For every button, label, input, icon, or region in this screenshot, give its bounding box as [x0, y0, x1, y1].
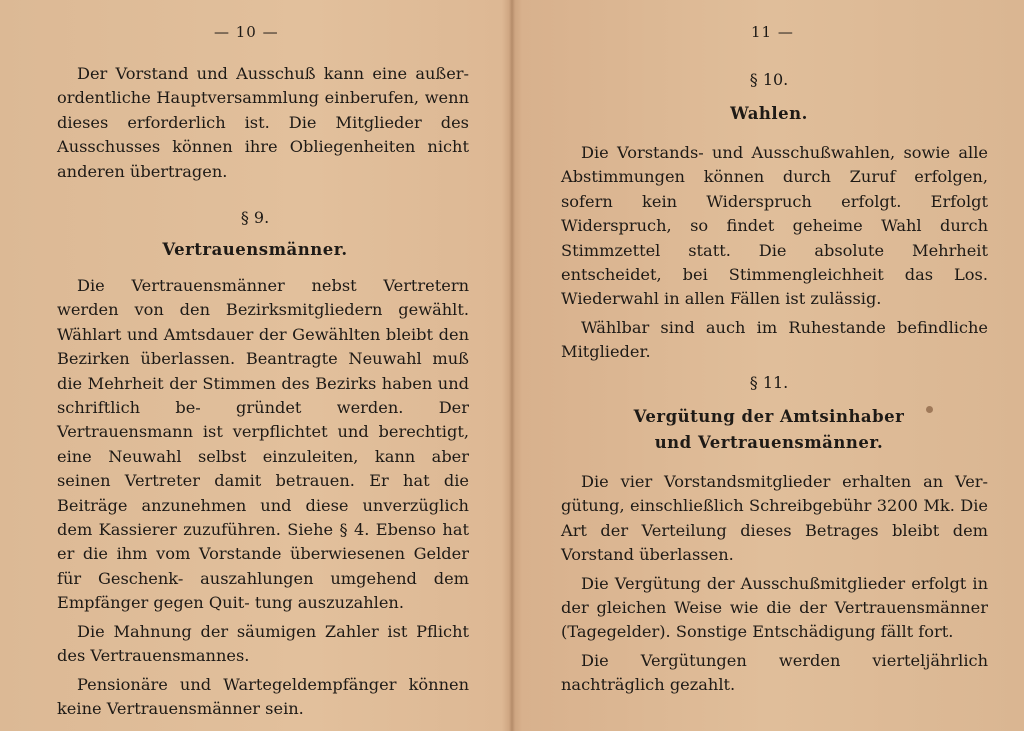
- section-11-title: [514, 404, 1024, 456]
- right-paragraph-1: Die Vorstands- und Ausschußwahlen, sowie alle Abstimmungen können durch Zuruf erfolgen, sofern kein Widerspruch erfolgt. Erfolgt Widerspruch, so findet geheime Wahl durch Stimmzettel statt. Die absolute Mehrheit entscheidet, bei Stimmengleichheit das Los. Wiederwahl in allen Fällen ist zulässig.: [561, 143, 988, 309]
- left-paragraph-2: Die Vertrauensmänner nebst Vertretern werden von den Bezirksmitgliedern gewählt. Wählart und Amtsdauer der Gewählten bleibt den Bezirken überlassen. Beantragte Neuwahl muß die Mehrheit der Stimmen des Bezirks haben und schriftlich be- gründet werden. Der Vertrauensmann ist verpflichtet und berechtigt, eine Neuwahl selbst einzuleiten, kann aber seinen Vertreter damit betrauen. Er hat die Beiträge anzunehmen und diese unverzüglich dem Kassierer zuzuführen. Siehe § 4. Ebenso hat er die ihm vom Vorstande überwiesenen Gelder für Geschenk- auszahlungen umgehend dem Empfänger gegen Quit- tung auszuzahlen.: [57, 276, 469, 613]
- right-page: [514, 0, 1024, 731]
- section-11-number: § 11.: [749, 373, 789, 392]
- right-paragraph-5: Die Vergütungen werden vierteljährlich nachträglich gezahlt.: [561, 650, 988, 695]
- left-paragraph-1-block: [57, 62, 469, 184]
- right-paragraph-3: Die vier Vorstandsmitglieder erhalten an Ver- gütung, einschließlich Schreibgebühr 3200 Mk. Die Art der Verteilung dieses Betrages bleibt dem Vorstand überlassen.: [561, 472, 988, 565]
- left-paragraph-3: Die Mahnung der säumigen Zahler ist Pflicht des Vertrauensmannes.: [57, 621, 469, 666]
- left-section-9-body: [57, 274, 469, 721]
- paper-stain: [926, 406, 933, 413]
- right-page-number: 11 —: [751, 23, 794, 41]
- right-section-10-body: [561, 141, 988, 365]
- section-9-number: § 9.: [240, 208, 270, 227]
- right-paragraph-2: Wählbar sind auch im Ruhestande befindliche Mitglieder.: [561, 317, 988, 362]
- section-11-title-line-1: Vergütung der Amtsinhaber: [633, 407, 905, 426]
- right-section-11-body: [561, 470, 988, 698]
- left-paragraph-4: Pensionäre und Wartegeldempfänger können keine Vertrauensmänner sein.: [57, 674, 469, 718]
- left-paragraph-1: Der Vorstand und Ausschuß kann eine außer- ordentliche Hauptversammlung einberufen, wenn dieses erforderlich ist. Die Mitglieder des Ausschusses können ihre Obliegenheiten nicht anderen übertragen.: [57, 64, 469, 181]
- left-page-number: — 10 —: [214, 23, 279, 41]
- section-10-title: Wahlen.: [730, 104, 808, 123]
- section-10-number: § 10.: [749, 70, 789, 89]
- section-11-title-line-2: und Vertrauensmänner.: [654, 433, 884, 452]
- section-9-title: Vertrauensmänner.: [162, 240, 348, 259]
- left-page: [0, 0, 510, 731]
- right-paragraph-4: Die Vergütung der Ausschußmitglieder erfolgt in der gleichen Weise wie die der Vertrauensmänner (Tagegelder). Sonstige Entschädigung fällt fort.: [561, 573, 988, 642]
